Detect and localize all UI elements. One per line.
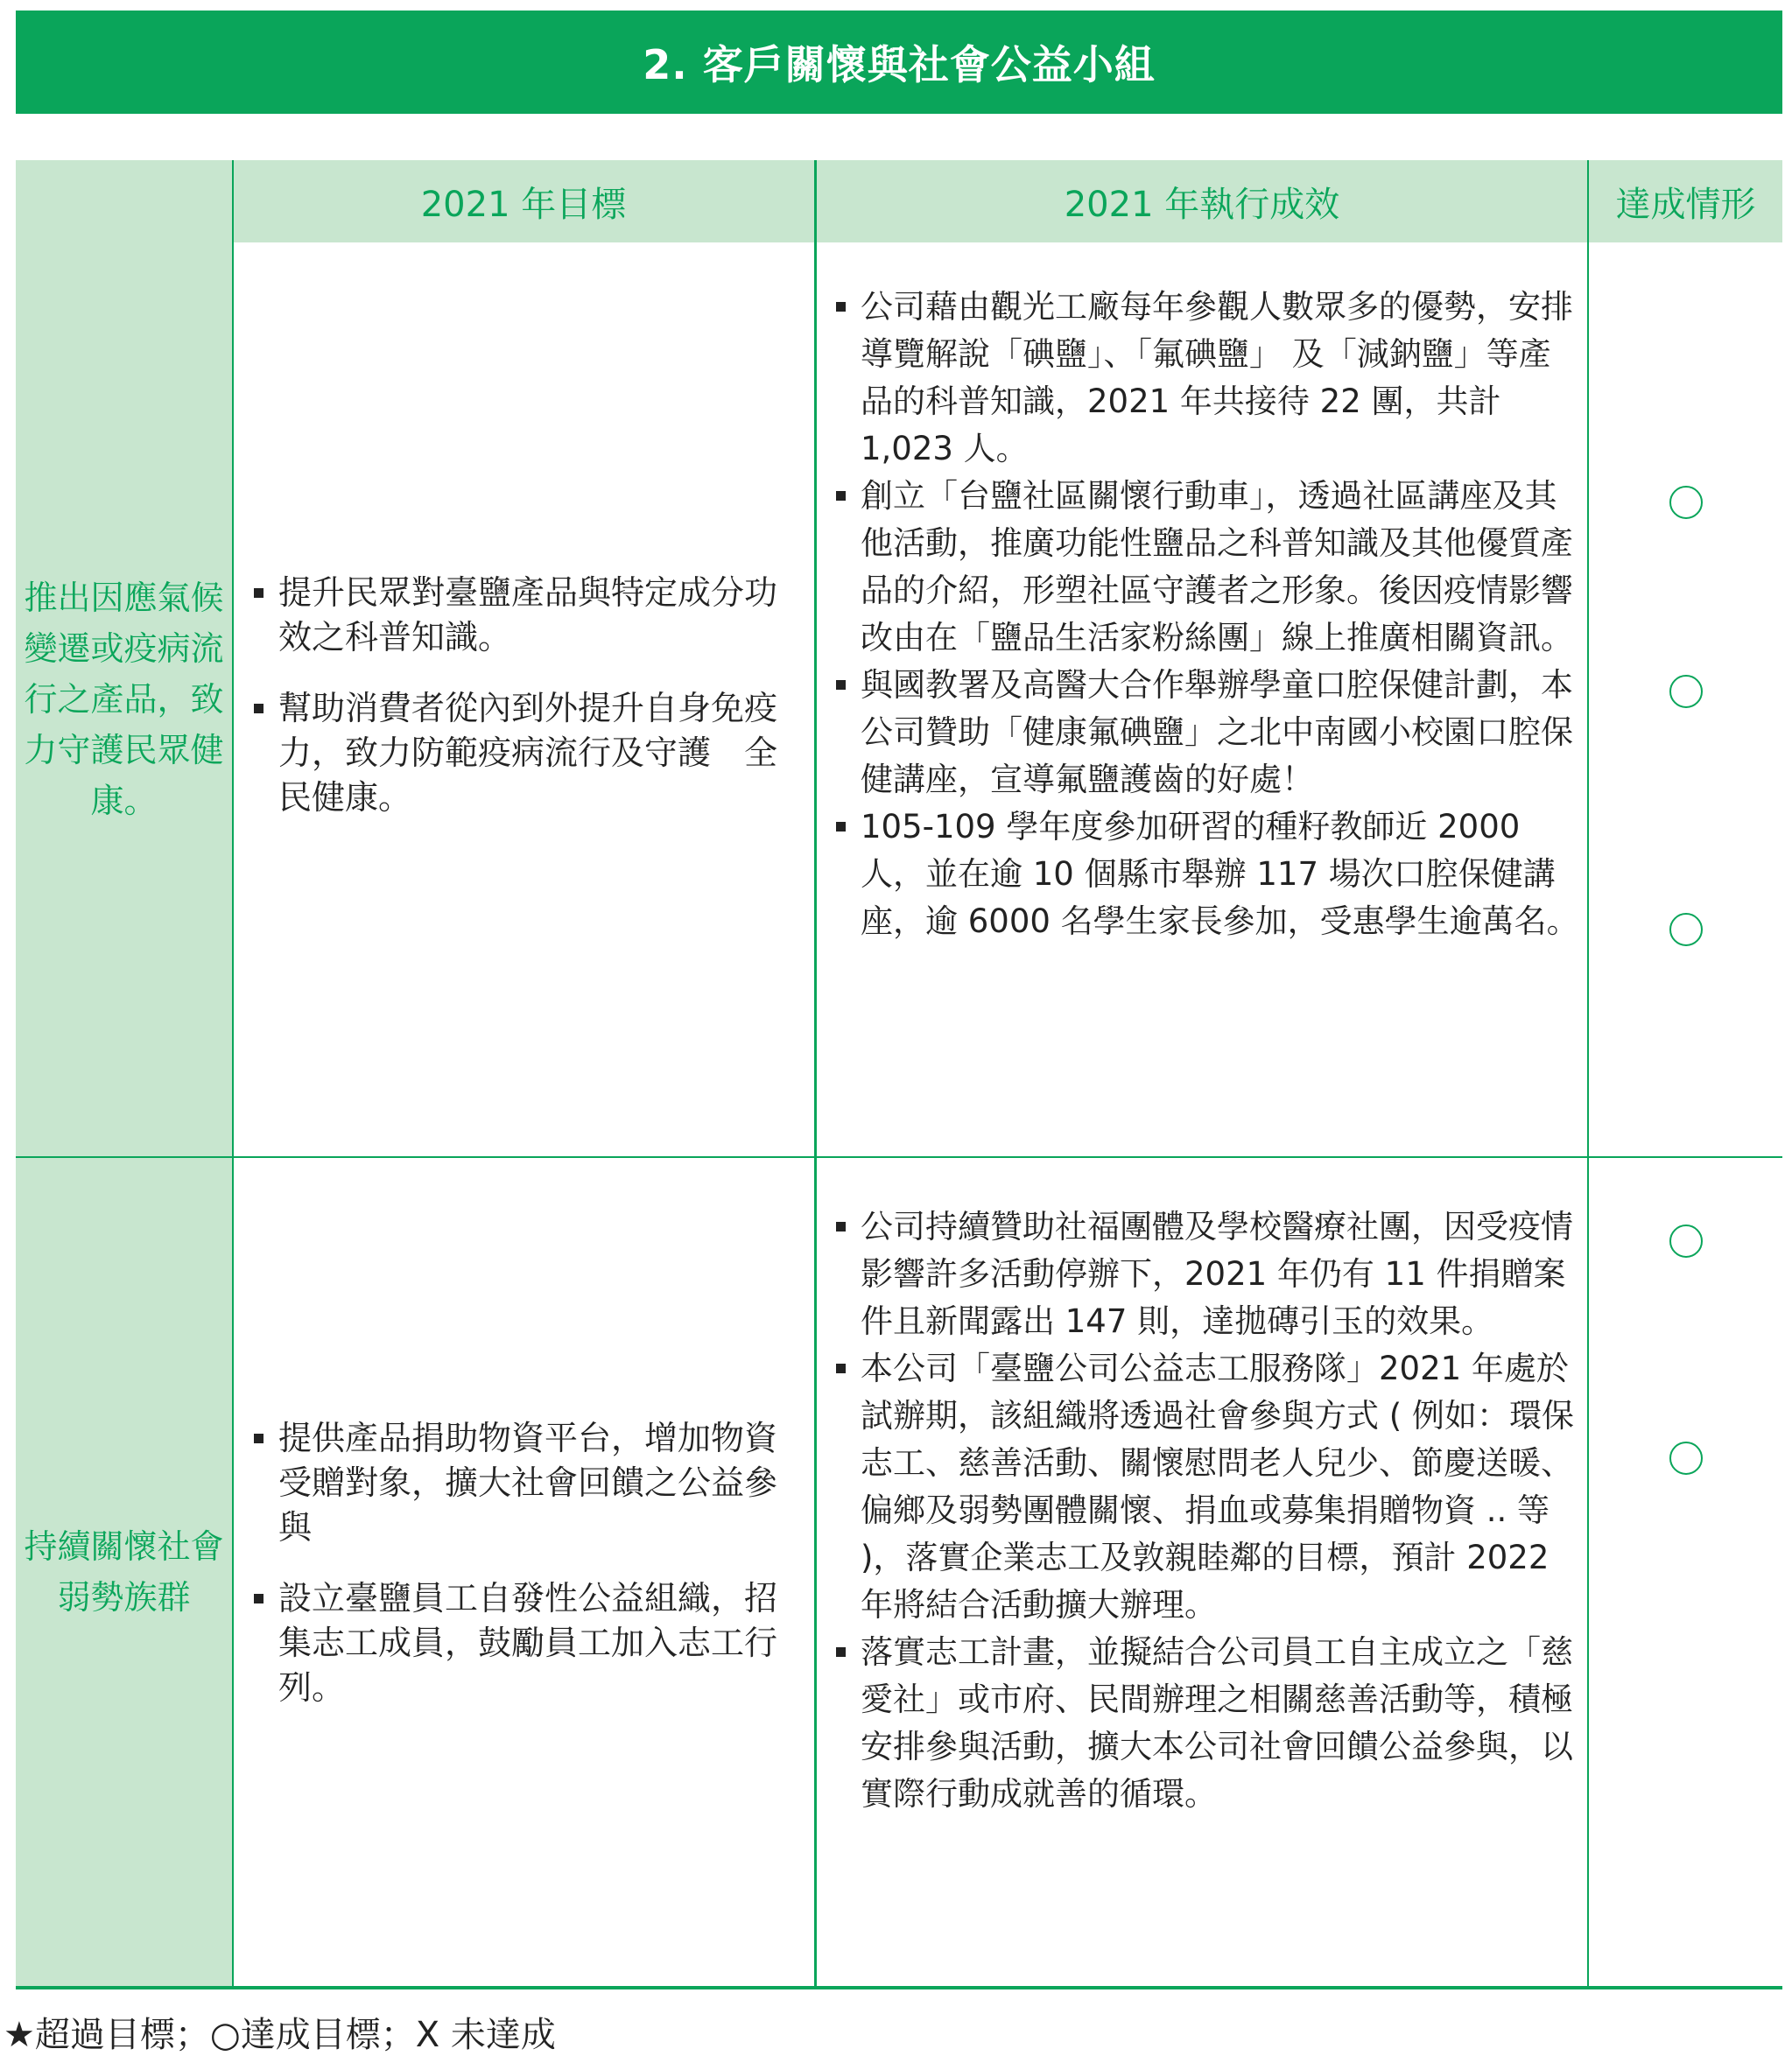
list-item: 與國教署及高醫大合作舉辦學童口腔保健計劃，本公司贊助「健康氟碘鹽」之北中南國小校園口腔保健講座，宣導氟鹽護齒的好處！	[834, 662, 1582, 803]
header-2021-result: 2021 年執行成效	[817, 160, 1587, 242]
header-status: 達成情形	[1589, 160, 1782, 242]
list-item: 105-109 學年度參加研習的種籽教師近 2000 人，並在逾 10 個縣市舉辦 117 場次口腔保健講座，逾 6000 名學生家長參加，受惠學生逾萬名。	[834, 803, 1582, 945]
list-item: 落實志工計畫，並擬結合公司員工自主成立之「慈愛社」或市府、民間辦理之相關慈善活動等，積極安排參與活動，擴大本公司社會回饋公益參與，以實際行動成就善的循環。	[834, 1629, 1582, 1818]
goals-table	[16, 160, 1782, 1989]
row1-category-text: 推出因應氣候變遷或疫病流行之產品，致力守護民眾健康。	[24, 579, 224, 820]
achieved-circle-icon	[1669, 913, 1703, 946]
row1-goals-list	[233, 571, 814, 820]
row2-status-cell	[1589, 1158, 1782, 1986]
achieved-circle-icon	[1669, 1442, 1703, 1475]
row2-category-text: 持續關懷社會弱勢族群	[24, 1527, 224, 1617]
row2-results-list	[817, 1203, 1587, 1818]
section-title: 2. 客戶關懷與社會公益小組	[16, 11, 1782, 114]
row1-results-list	[817, 284, 1587, 945]
column-divider	[1587, 160, 1589, 1989]
list-item: 設立臺鹽員工自發性公益組織，招集志工成員，鼓勵員工加入志工行列。	[252, 1576, 797, 1710]
achieved-circle-icon	[1669, 1224, 1703, 1258]
column-divider	[232, 160, 234, 1989]
row2-goals-list	[233, 1416, 814, 1710]
list-item: 公司藉由觀光工廠每年參觀人數眾多的優勢，安排導覽解說「碘鹽」、「氟碘鹽」 及「減鈉鹽」等產品的科普知識，2021 年共接待 22 團，共計 1,023 人。	[834, 284, 1582, 473]
row2-goals-cell	[233, 1158, 814, 1986]
list-item: 提升民眾對臺鹽產品與特定成分功效之科普知識。	[252, 571, 797, 660]
list-item: 本公司「臺鹽公司公益志工服務隊」2021 年處於試辦期，該組織將透過社會參與方式 ( 例如：環保志工、慈善活動、關懷慰問老人兒少、節慶送暖、偏鄉及弱勢團體關懷、捐血或募集捐贈物資 .. 等 )，落實企業志工及敦親睦鄰的目標，預計 2022 年將結合活動擴大辦理。	[834, 1345, 1582, 1629]
row-divider	[16, 1156, 1782, 1158]
achieved-circle-icon	[1669, 675, 1703, 708]
list-item: 提供產品捐助物資平台，增加物資受贈對象，擴大社會回饋之公益參與	[252, 1416, 797, 1550]
row2-results-cell	[817, 1158, 1587, 1986]
row1-goals-cell	[233, 242, 814, 1156]
header-category	[16, 160, 232, 242]
table-bottom-rule	[16, 1986, 1782, 1989]
column-divider	[814, 160, 817, 1989]
header-2021-goal: 2021 年目標	[233, 160, 814, 242]
row1-category	[16, 242, 232, 1156]
row2-category	[16, 1158, 232, 1986]
list-item: 幫助消費者從內到外提升自身免疫力，致力防範疫病流行及守護 全民健康。	[252, 686, 797, 820]
list-item: 創立「台鹽社區關懷行動車」，透過社區講座及其他活動，推廣功能性鹽品之科普知識及其他優質產品的介紹，形塑社區守護者之形象。後因疫情影響改由在「鹽品生活家粉絲團」線上推廣相關資訊。	[834, 473, 1582, 662]
row1-results-cell	[817, 242, 1587, 1156]
achieved-circle-icon	[1669, 486, 1703, 519]
status-legend: ★超過目標；○達成目標；X 未達成	[4, 2015, 556, 2055]
list-item: 公司持續贊助社福團體及學校醫療社團，因受疫情影響許多活動停辦下，2021 年仍有 11 件捐贈案件且新聞露出 147 則，達拋磚引玉的效果。	[834, 1203, 1582, 1345]
row1-status-cell	[1589, 242, 1782, 1156]
